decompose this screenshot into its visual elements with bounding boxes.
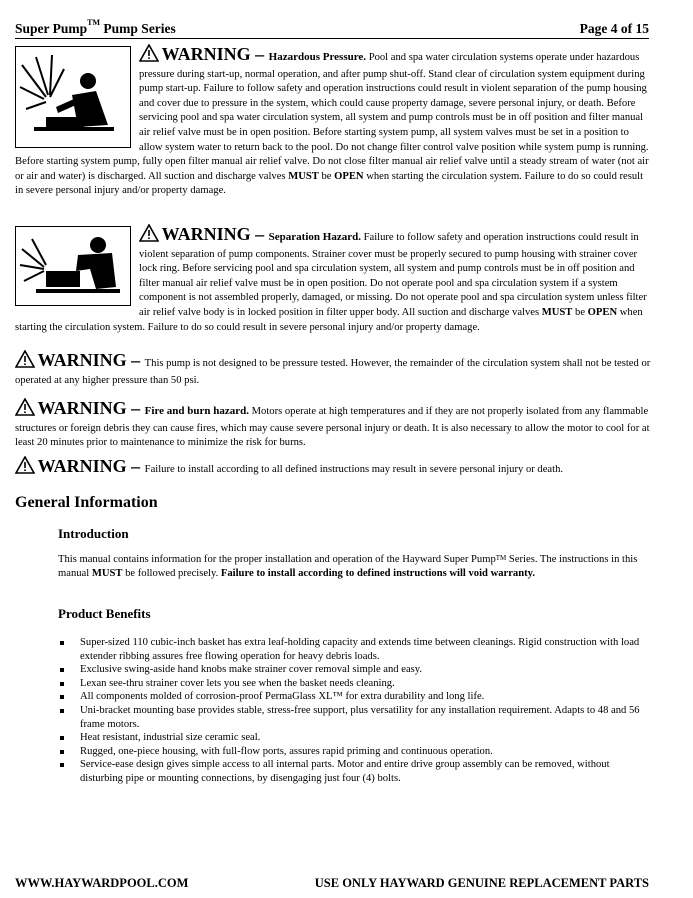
warning-triangle-icon <box>15 350 35 374</box>
list-item: Service-ease design gives simple access to all internal parts. Motor and entire drive group assembly can be removed, without disturbing pipe or mounting connections, by disengaging just four (4) bolts. <box>58 758 653 785</box>
warning-fire-burn: WARNING – Fire and burn hazard. Motors operate at high temperatures and if they are not properly isolated from any flammable structures or foreign debris they can cause fires, which may cause severe personal injury or death. It is also necessary to allow the motor to cool for at least 20 minutes prior to maintenance to minimize the risk for burns. <box>15 398 650 449</box>
warning-subtitle: Separation Hazard. <box>268 231 361 243</box>
benefits-list <box>58 636 653 786</box>
warning-label: WARNING <box>161 44 251 64</box>
list-item: Rugged, one-piece housing, with full-flow ports, assures rapid priming and continuous operation. <box>58 745 653 759</box>
warning-subtitle: Hazardous Pressure. <box>268 51 367 63</box>
page-number: Page 4 of 15 <box>579 21 649 36</box>
introduction-heading: Introduction <box>58 526 129 541</box>
warning-triangle-icon <box>139 44 159 68</box>
warning-pressure-test: WARNING – This pump is not designed to be pressure tested. However, the remainder of the circulation system shall not be tested or operated at any higher pressure than 50 psi. <box>15 350 651 386</box>
list-item: All components molded of corrosion-proof PermaGlass XL™ for extra durability and long life. <box>58 690 653 704</box>
list-item: Super-sized 110 cubic-inch basket has extra leaf-holding capacity and extends time between cleanings. Rigid construction with load extender ribbing assures free flowing operation for heavy debris loads. <box>58 636 653 663</box>
warning-triangle-icon <box>15 456 35 480</box>
warning-triangle-icon <box>139 224 159 248</box>
warning-subtitle: Fire and burn hazard. <box>144 405 249 417</box>
header-title: Super Pump™ Pump Series <box>15 18 176 36</box>
warning-label: WARNING <box>161 224 251 244</box>
list-item: Uni-bracket mounting base provides stable, stress-free support, plus versatility for any installation requirement. Adapts to 48 and 56 frame motors. <box>58 704 653 731</box>
warning-label: WARNING <box>37 456 127 476</box>
warning-label: WARNING <box>37 350 127 370</box>
footer-notice: USE ONLY HAYWARD GENUINE REPLACEMENT PARTS <box>314 876 649 890</box>
warning-triangle-icon <box>15 398 35 422</box>
pressure-hazard-pictogram <box>15 46 131 148</box>
section-title: General Information <box>15 494 158 511</box>
list-item: Lexan see-thru strainer cover lets you see when the basket needs cleaning. <box>58 677 653 691</box>
introduction-paragraph: This manual contains information for the proper installation and operation of the Hayward Super Pump™ Series. The instructions in this manual MUST be followed precisely. Failure to install according to defined instructions will void warranty. <box>58 554 638 580</box>
warning-install: WARNING – Failure to install according to all defined instructions may result in severe personal injury or death. <box>15 456 653 480</box>
warning-separation-hazard: WARNING – Separation Hazard. Failure to follow safety and operation instructions could result in violent separation of pump components. Strainer cover must be properly secured to pump housing with strainer cover lock ring. Before servicing pool and spa circulation system, all system and pump controls must be in off position and filter manual air relief valve must be in open position. Do not operate pool and spa circulation system if a system component is not assembled properly, damaged, or missing. Do not operate pool and spa circulation system unless filter air relief valve body is in locked position in filter upper body. All suction and discharge valves MUST be OPEN when starting the circulation system. Failure to do so could result in severe personal injury and/or property damage. <box>15 224 647 333</box>
list-item: Exclusive swing-aside hand knobs make strainer cover removal simple and easy. <box>58 663 653 677</box>
website-url: WWW.HAYWARDPOOL.COM <box>15 876 189 890</box>
list-item: Heat resistant, industrial size ceramic seal. <box>58 731 653 745</box>
page-header <box>15 18 649 39</box>
product-benefits-heading: Product Benefits <box>58 606 151 621</box>
warning-label: WARNING <box>37 398 127 418</box>
separation-hazard-pictogram <box>15 226 131 306</box>
warning-hazardous-pressure: WARNING – Hazardous Pressure. Pool and spa water circulation systems operate under hazardous pressure during start-up, normal operation, and after pump shut-off. Stand clear of circulation system equipment during pump start-up. Failure to follow safety and operation instructions could result in violent separation of the pump housing and cover due to pressure in the system, which could cause property damage, severe personal injury, or death. Before servicing pool and spa water circulation system, all system and pump controls must be in off position and filter manual air relief valve must be in open position. Before starting system pump, all system valves must be set in a position to allow system water to return back to the pool. Do not change filter control valve position while system pump is running. Before starting system pump, fully open filter manual air relief valve. Do not close filter manual air relief valve until a steady stream of water (not air or air and water) is discharged. All suction and discharge valves MUST be OPEN when starting the circulation system. Failure to do so could result in severe personal injury and/or property damage. <box>15 44 649 197</box>
